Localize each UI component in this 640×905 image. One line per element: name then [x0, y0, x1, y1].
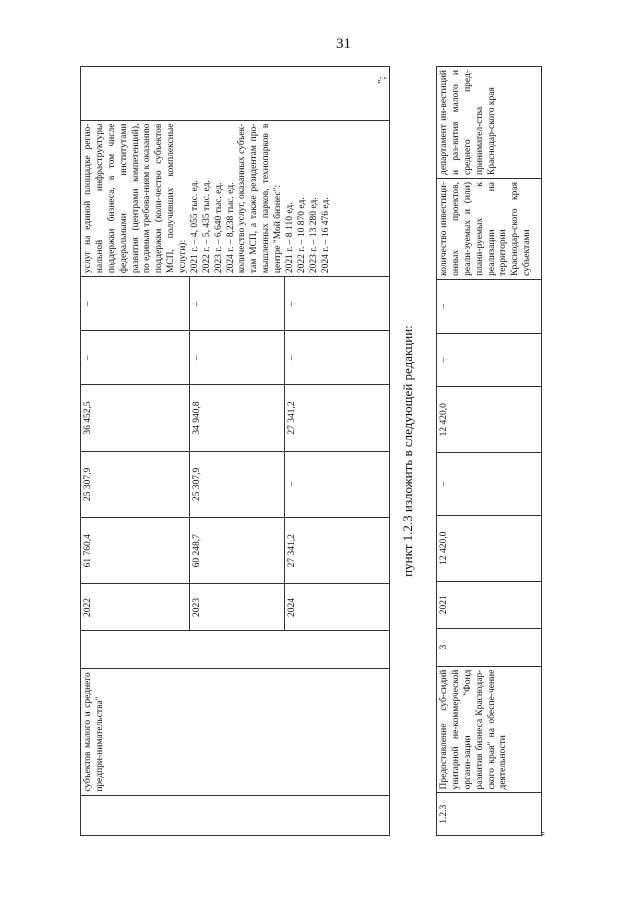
- year-cell: 2024: [285, 584, 390, 631]
- other-cell: –: [437, 279, 542, 333]
- federal-cell: –: [437, 453, 542, 515]
- federal-cell: 25 307,9: [81, 451, 190, 517]
- total-cell: 60 248,7: [190, 518, 285, 584]
- measure-name-cell: Предоставление суб-сидий унитарной не-коммерческой органи-зации "Фонд развития бизнеса Краснодар-ского края" на обеспе-чение деятельности: [437, 666, 542, 793]
- other-cell: –: [285, 277, 390, 331]
- total-cell: 61 760,4: [81, 518, 190, 584]
- regional-cell: 12 420,0: [437, 387, 542, 453]
- indicator-name-cell: субъектов малого и среднего предпри-нимательства": [81, 669, 390, 795]
- code-cell: [81, 795, 390, 835]
- executor-cell: департамент ин-вестиций и раз-вития малого и среднего пред-принимател-ства Краснодар-ского края: [437, 67, 542, 179]
- rotated-page-content: [80, 66, 560, 836]
- federal-cell: 25 307,9: [190, 451, 285, 517]
- table-row: [437, 67, 542, 836]
- result-line: 2021 г. – 4, 055 тыс. ед.: [189, 180, 200, 274]
- result-line: 2023 г. – 13 280 ед.: [308, 197, 319, 274]
- local-cell: –: [81, 331, 190, 385]
- section-heading: пункт 1.2.3 изложить в следующей редакции:: [400, 325, 415, 577]
- result-text-1: услуг на единой площадке регио-нальной инфраструктуры поддержки бизнеса, в том числе федеральными институтами развития (центрами компетенций), по единым требова-ниям к оказанию поддержки (коли-чество субъектов МСП, получивших комплексные услуги):: [83, 123, 188, 274]
- result-line: 2023 г. – 6,640 тыс. ед.: [213, 182, 224, 274]
- other-cell: –: [190, 277, 285, 331]
- local-cell: –: [190, 331, 285, 385]
- result-text-2: количество услуг, оказанных субъек-там МСП, а также резидентам про-мышленных парков, технопарков в центре "Мой бизнес":: [237, 123, 283, 274]
- result-line: 2021 г. – 8 110 ед.: [284, 202, 295, 274]
- result-line: 2024 г. – 8,238 тыс. ед.: [225, 182, 236, 274]
- status-cell: 3: [437, 628, 542, 666]
- code-cell: 1.2.3: [437, 793, 542, 836]
- regional-cell: 36 452,5: [81, 385, 190, 451]
- result-line: 2022 г. – 5, 435 тыс. ед.: [201, 180, 212, 274]
- page-number: 31: [336, 36, 351, 52]
- total-cell: 27 341,2: [285, 518, 390, 584]
- local-cell: –: [285, 331, 390, 385]
- year-cell: 2022: [81, 584, 190, 631]
- upper-table: [80, 66, 390, 836]
- total-cell: 12 420,0: [437, 515, 542, 581]
- local-cell: –: [437, 333, 542, 387]
- regional-cell: 34 940,8: [190, 385, 285, 451]
- result-line: 2022 г. – 10 870 ед.: [296, 197, 307, 274]
- closing-quote-mark: ";: [376, 76, 388, 84]
- table-row: [81, 67, 190, 836]
- federal-cell: –: [285, 451, 390, 517]
- regional-cell: 27 341,2: [285, 385, 390, 451]
- result-cell: количество инвестици-онных проектов, реали-зуемых и (или) плани-руемых к реализации на территории Краснодар-ского края субъектами: [437, 179, 542, 280]
- result-cell: [81, 120, 390, 277]
- opening-quote-mark: ": [540, 831, 552, 836]
- other-cell: –: [81, 277, 190, 331]
- year-cell: 2023: [190, 584, 285, 631]
- executor-cell: [81, 67, 390, 121]
- result-line: 2024 г. – 16 476 ед.: [320, 197, 331, 274]
- status-cell: [81, 631, 390, 669]
- year-cell: 2021: [437, 581, 542, 628]
- lower-table: [436, 66, 542, 836]
